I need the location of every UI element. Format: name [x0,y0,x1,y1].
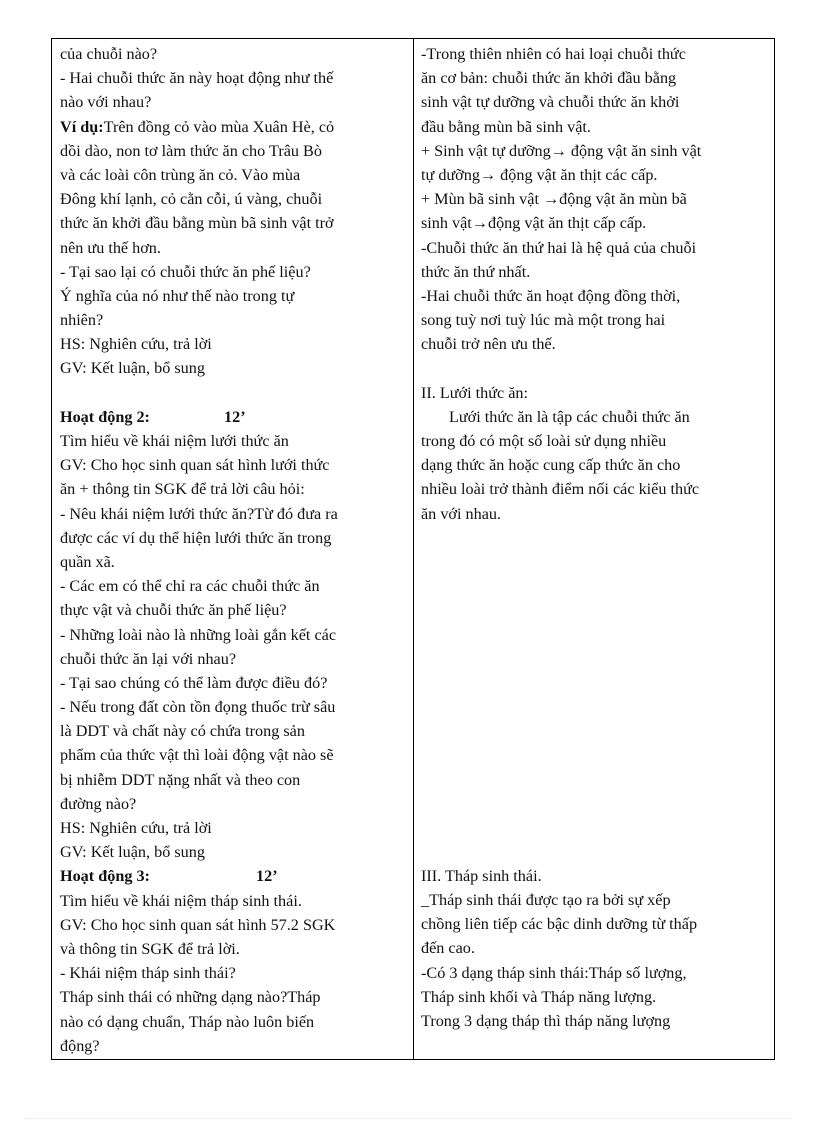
text-line: - Tại sao lại có chuỗi thức ăn phế liệu? [60,262,311,281]
text-line: Tìm hiểu về khái niệm tháp sinh thái. [60,891,302,910]
activity-time: 12’ [256,867,278,886]
text-line: và các loài côn trùng ăn cỏ. Vào mùa [60,165,301,184]
text-line: thức ăn khởi đầu bằng mùn bã sinh vật trở [60,214,334,233]
text-line: nào với nhau? [60,93,152,112]
text-line: -Có 3 dạng tháp sinh thái:Tháp số lượng, [421,963,687,982]
text-line: song tuỳ nơi tuỳ lúc mà một trong hai [421,311,666,330]
text-line: - Khái niệm tháp sinh thái? [60,964,236,983]
text-line: dồi dào, non tơ làm thức ăn cho Trâu Bò [60,141,322,160]
text-line: và thông tin SGK để trả lời. [60,939,240,958]
activity-3-heading [60,864,407,888]
text-line: nào có dạng chuẩn, Tháp nào luôn biến [60,1012,315,1031]
text-line: HS: Nghiên cứu, trả lời [60,819,212,837]
text-line: đầu bằng mùn bã sinh vật. [421,117,591,136]
text-line: GV: Cho học sinh quan sát hình 57.2 SGK [60,915,336,934]
text-line: Đông khí lạnh, cỏ cằn cỗi, ú vàng, chuỗi [60,190,323,209]
text-line: Tìm hiểu về khái niệm lưới thức ăn [60,432,289,450]
text-line: - Tại sao chúng có thể làm được điều đó? [60,673,328,692]
text-line: -Trong thiên nhiên có hai loại chuỗi thức [421,45,686,63]
text-line: trong đó có một số loài sử dụng nhiều [421,432,667,450]
text-line: GV: Kết luận, bổ sung [60,843,205,862]
text-line: - Nếu trong đất còn tồn đọng thuốc trừ sâu [60,698,336,717]
section-2-title: II. Lưới thức ăn: [421,383,529,402]
text-line: nhiều loài trở thành điểm nối các kiểu thức [421,480,700,499]
text-line: phẩm của thức vật thì loài động vật nào sẽ [60,746,334,765]
text-line: - Những loài nào là những loài gắn kết các [60,625,337,644]
text-line: ăn cơ bản: chuỗi thức ăn khởi đầu bằng [421,69,677,88]
example-text: Trên đồng cỏ vào mùa Xuân Hè, cỏ [103,117,335,136]
text-line: + Mùn bã sinh vật →động vật ăn mùn bã [421,190,687,209]
text-line: động? [60,1036,100,1055]
text-line: chuỗi thức ăn lại với nhau? [60,649,237,668]
text-line: đường nào? [60,794,137,813]
text-line: ăn với nhau. [421,504,502,523]
text-line: bị nhiễm DDT nặng nhất và theo con [60,770,301,789]
text-line: GV: Cho học sinh quan sát hình lưới thức [60,456,330,475]
text-line: - Các em có thể chỉ ra các chuỗi thức ăn [60,577,320,596]
text-line: quần xã. [60,552,115,571]
text-line: Ý nghĩa của nó như thế nào trong tự [60,286,295,305]
section-3-title: III. Tháp sinh thái. [421,866,542,885]
text-line: _Tháp sinh thái được tạo ra bởi sự xếp [421,890,671,909]
activity-label: Hoạt động 3: [60,867,150,886]
text-line: Tháp sinh thái có những dạng nào?Tháp [60,988,321,1007]
text-line: được các ví dụ thể hiện lưới thức ăn trong [60,528,332,547]
page-bottom-rule [24,1118,792,1119]
activity-2-heading [60,405,407,429]
text-line: đến cao. [421,939,475,958]
lesson-table [51,38,775,1060]
text-line: -Hai chuỗi thức ăn hoạt động đồng thời, [421,286,681,305]
text-line: chồng liên tiếp các bậc dinh dưỡng từ thấp [421,915,698,934]
text-line: nhiên? [60,311,104,330]
text-line: GV: Kết luận, bổ sung [60,359,205,378]
text-line: dạng thức ăn hoặc cung cấp thức ăn cho [421,456,681,475]
example-label: Ví dụ: [60,117,104,136]
text-line: nên ưu thế hơn. [60,238,161,257]
text-line: + Sinh vật tự dưỡng→ động vật ăn sinh vật [421,141,702,160]
activity-time: 12’ [224,407,246,426]
text-line: - Hai chuỗi thức ăn này hoạt động như thế [60,69,334,88]
text-line: HS: Nghiên cứu, trả lời [60,335,212,354]
teacher-activity-column [52,39,414,1059]
text-line: sinh vật tự dưỡng và chuỗi thức ăn khởi [421,93,680,112]
text-line: thực vật và chuỗi thức ăn phế liệu? [60,601,287,620]
text-line: thức ăn thứ nhất. [421,262,531,281]
text-line: ăn + thông tin SGK để trả lời câu hỏi: [60,480,305,499]
text-line: tự dưỡng→ động vật ăn thịt các cấp. [421,165,658,184]
content-column [414,39,774,1059]
text-line: Tháp sinh khối và Tháp năng lượng. [421,987,657,1006]
left-block-1 [60,42,407,115]
text-line: chuỗi trở nên ưu thế. [421,335,556,354]
text-line: là DDT và chất này có chứa trong sản [60,722,305,741]
text-line: của chuỗi nào? [60,45,158,63]
text-line: -Chuỗi thức ăn thứ hai là hệ quả của chuỗi [421,238,697,257]
example-line [60,115,407,139]
text-line: Lưới thức ăn là tập các chuỗi thức ăn [449,407,690,426]
text-line: Trong 3 dạng tháp thì tháp năng lượng [421,1011,671,1030]
activity-label: Hoạt động 2: [60,407,150,426]
text-line: - Nêu khái niệm lưới thức ăn?Từ đó đưa ra [60,504,338,523]
text-line: sinh vật→động vật ăn thịt cấp cấp. [421,214,647,233]
